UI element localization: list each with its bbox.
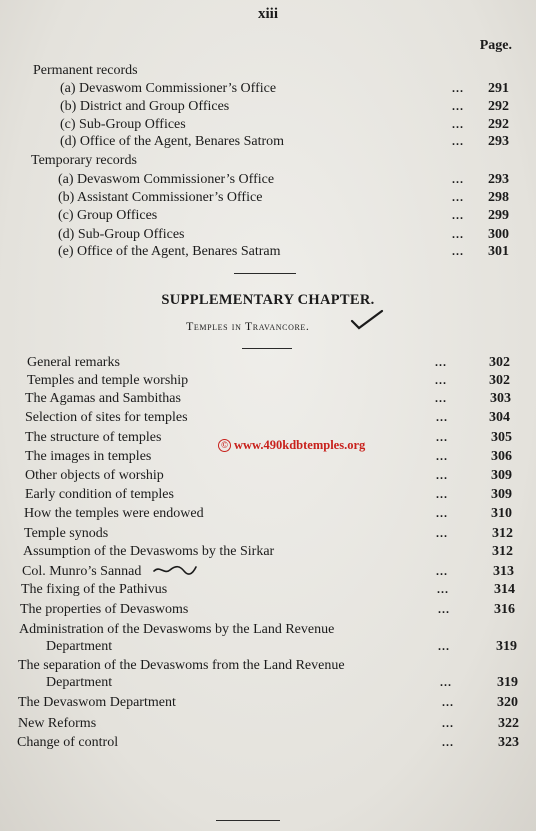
toc-entry-leader: ... <box>452 208 464 222</box>
toc-entry-label: Administration of the Devaswoms by the Land Revenue <box>19 622 335 637</box>
toc-entry-label: The Agamas and Sambithas <box>25 391 181 406</box>
toc-entry-label: New Reforms <box>18 716 97 731</box>
toc-entry-label: Department <box>46 675 113 690</box>
toc-entry-label: (a) Devaswom Commissioner’s Office <box>60 81 277 96</box>
toc-entry-label: Change of control <box>17 735 119 750</box>
toc-entry-leader: ... <box>442 695 454 709</box>
toc-entry-label: The properties of Devaswoms <box>20 602 189 617</box>
toc-entry-label: (c) Group Offices <box>58 208 158 223</box>
watermark-text: www.490kdbtemples.org <box>234 438 366 452</box>
toc-entry-page: 302 <box>489 373 510 388</box>
toc-entry-page: 291 <box>488 81 509 96</box>
toc-entry-page: 301 <box>488 244 509 259</box>
toc-entry-label: (d) Sub-Group Offices <box>58 227 185 242</box>
toc-entry-label: How the temples were endowed <box>24 506 204 521</box>
toc-entry-label: The Devaswom Department <box>18 695 176 710</box>
toc-entry-label: (c) Sub-Group Offices <box>60 117 186 132</box>
toc-entry-label: The structure of temples <box>25 430 162 445</box>
toc-entry-label: Temples and temple worship <box>27 373 189 388</box>
toc-entry-leader: ... <box>436 506 448 520</box>
toc-entry-page: 300 <box>488 227 509 242</box>
toc-entry-label: Department <box>46 639 113 654</box>
toc-entry-page: 314 <box>494 582 515 597</box>
toc-entry-leader: ... <box>435 373 447 387</box>
toc-entry-page: 302 <box>489 355 510 370</box>
toc-entry-page: 316 <box>494 602 515 617</box>
toc-entry-label: Assumption of the Devaswoms by the Sirkar <box>23 544 275 559</box>
toc-entry-leader: ... <box>436 410 448 424</box>
toc-entry-page: 305 <box>491 430 512 445</box>
toc-entry-page: 319 <box>496 639 517 654</box>
toc-entry-label: Selection of sites for temples <box>25 410 188 425</box>
toc-entry-page: 304 <box>489 410 510 425</box>
toc-entry-leader: ... <box>452 81 464 95</box>
toc-entry-label: (d) Office of the Agent, Benares Satrom <box>60 134 285 149</box>
toc-entry-page: 306 <box>491 449 512 464</box>
toc-entry-label: (b) District and Group Offices <box>60 99 230 114</box>
toc-entry-leader: ... <box>436 487 448 501</box>
toc-entry-page: 292 <box>488 99 509 114</box>
toc-entry-leader: ... <box>436 564 448 578</box>
toc-entry-label: Other objects of worship <box>25 468 164 483</box>
toc-entry-leader: ... <box>452 227 464 241</box>
toc-entry-page: 320 <box>497 695 518 710</box>
toc-entry-page: 303 <box>490 391 511 406</box>
page-number: xiii <box>257 6 278 22</box>
toc-entry-page: 309 <box>491 487 512 502</box>
toc-entry-leader: ... <box>436 449 448 463</box>
toc-entry-leader: ... <box>452 117 464 131</box>
toc-entry-page: 319 <box>497 675 518 690</box>
toc-entry-page: 293 <box>488 134 509 149</box>
toc-entry-page: 310 <box>491 506 512 521</box>
toc-entry-label: (e) Office of the Agent, Benares Satram <box>58 244 281 259</box>
chapter-subtitle: Temples in Travancore. <box>186 319 310 333</box>
page-end-divider <box>216 820 280 821</box>
toc-entry-leader: ... <box>436 430 448 444</box>
toc-entry-leader: ... <box>438 602 450 616</box>
toc-entry-leader: ... <box>452 134 464 148</box>
toc-entry-leader: ... <box>435 355 447 369</box>
copyright-icon: © <box>218 439 231 452</box>
pen-mark-icon <box>152 561 198 577</box>
check-mark-icon <box>350 309 384 331</box>
toc-entry-page: 322 <box>498 716 519 731</box>
toc-entry-page: 292 <box>488 117 509 132</box>
toc-entry-leader: ... <box>452 190 464 204</box>
toc-entry-leader: ... <box>440 675 452 689</box>
section-divider <box>234 273 296 274</box>
toc-entry-leader: ... <box>442 735 454 749</box>
toc-entry-page: 299 <box>488 208 509 223</box>
temporary-records-heading: Temporary records <box>31 153 137 168</box>
subtitle-divider <box>242 348 292 349</box>
toc-entry-label: (a) Devaswom Commissioner’s Office <box>58 172 275 187</box>
toc-entry-leader: ... <box>437 582 449 596</box>
toc-entry-page: 309 <box>491 468 512 483</box>
toc-entry-label: Early condition of temples <box>25 487 174 502</box>
toc-entry-label: The images in temples <box>25 449 152 464</box>
toc-entry-label: The separation of the Devaswoms from the Land Revenue <box>18 658 345 673</box>
toc-entry-page: 312 <box>492 544 513 559</box>
toc-entry-label: The fixing of the Pathivus <box>21 582 168 597</box>
toc-entry-page: 293 <box>488 172 509 187</box>
toc-entry-leader: ... <box>436 526 448 540</box>
toc-entry-leader: ... <box>442 716 454 730</box>
toc-entry-page: 312 <box>492 526 513 541</box>
toc-entry-leader: ... <box>452 172 464 186</box>
toc-entry-leader: ... <box>452 99 464 113</box>
toc-entry-label: General remarks <box>27 355 120 370</box>
toc-entry-leader: ... <box>438 639 450 653</box>
chapter-title: SUPPLEMENTARY CHAPTER. <box>161 292 375 308</box>
toc-entry-leader: ... <box>436 468 448 482</box>
page-column-header: Page. <box>479 38 512 53</box>
toc-entry-leader: ... <box>435 391 447 405</box>
permanent-records-heading: Permanent records <box>33 63 138 78</box>
watermark <box>218 438 365 453</box>
toc-entry-page: 323 <box>498 735 519 750</box>
toc-entry-label: Col. Munro’s Sannad <box>22 564 142 579</box>
toc-entry-leader: ... <box>452 244 464 258</box>
toc-entry-page: 298 <box>488 190 509 205</box>
toc-entry-page: 313 <box>493 564 514 579</box>
toc-entry-label: (b) Assistant Commissioner’s Office <box>58 190 263 205</box>
toc-entry-label: Temple synods <box>24 526 109 541</box>
